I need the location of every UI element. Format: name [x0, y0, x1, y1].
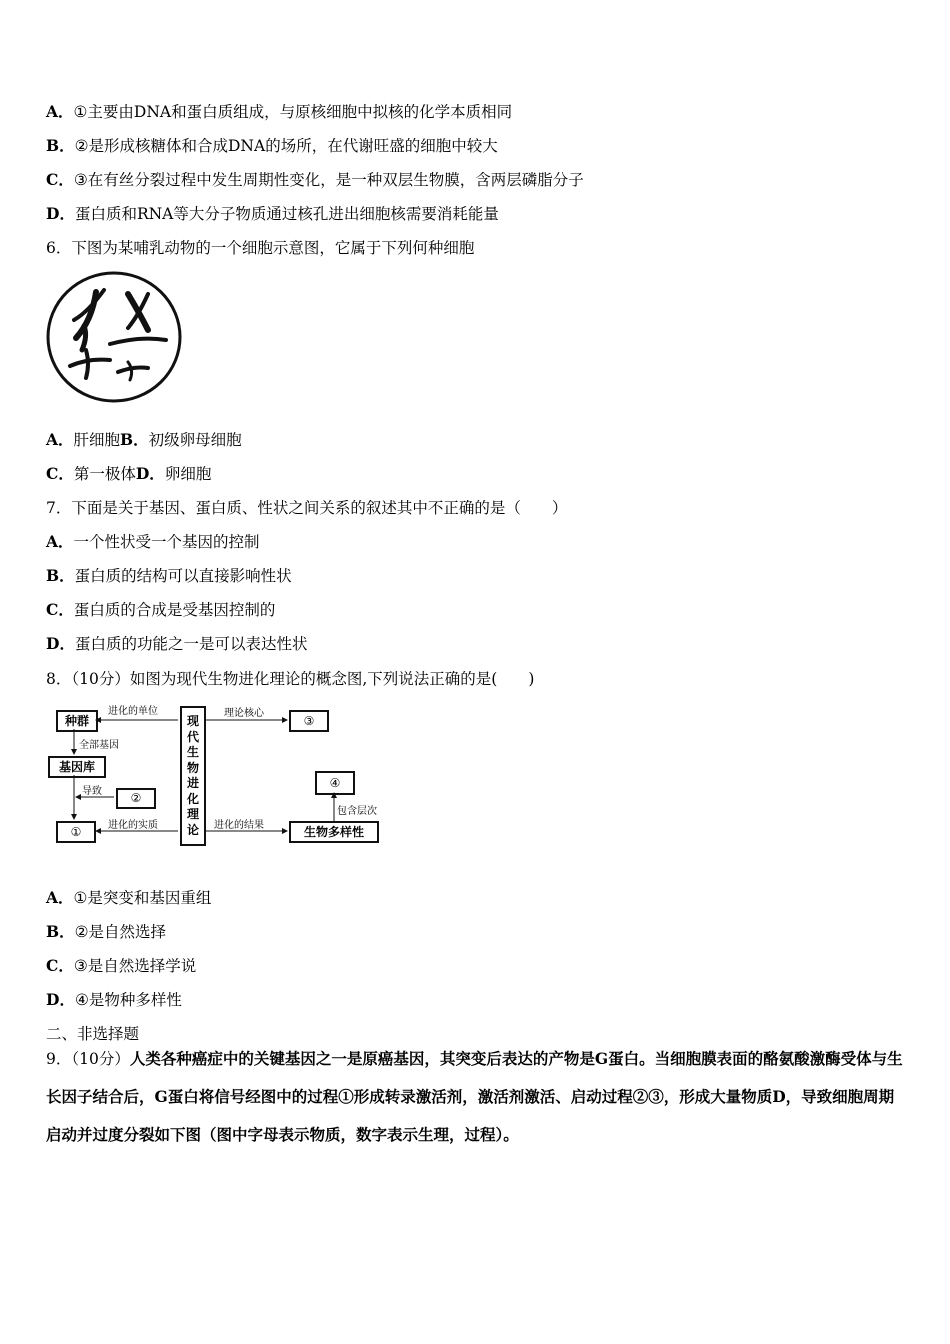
option-letter: C． — [46, 464, 74, 483]
q7-option-c — [46, 600, 275, 620]
label-evolution-result: 进化的结果 — [214, 820, 264, 831]
option-letter: B． — [46, 922, 75, 941]
q7-option-b — [46, 566, 292, 586]
question-text: 人类各种癌症中的关键基因之一是原癌基因，其突变后表达的产物是G蛋白。当细胞膜表面的酪氨酸激酶受体与生长因子结合后，G蛋白将信号经图中的过程①形成转录激活剂，激活剂激活、启动过程②③，形成大量物质D，导致细胞周期启动并过度分裂如下图（图中字母表示物质，数字表示生理，过程）。 — [46, 1049, 903, 1144]
cell-diagram — [44, 270, 186, 406]
chromosome-small-1 — [70, 360, 110, 366]
option-letter: D． — [46, 634, 75, 653]
option-text: ①是突变和基因重组 — [73, 889, 212, 907]
option-text: 初级卵母细胞 — [148, 431, 242, 449]
option-letter: B． — [120, 430, 149, 449]
section-title: 二、非选择题 — [46, 1025, 140, 1043]
box-population: 种群 — [56, 710, 98, 732]
option-text: ③在有丝分裂过程中发生周期性变化，是一种双层生物膜，含两层磷脂分子 — [73, 171, 584, 189]
evolution-concept-map — [44, 700, 389, 848]
option-letter: C． — [46, 600, 74, 619]
q8-option-d — [46, 990, 182, 1010]
box-gene-pool: 基因库 — [48, 756, 106, 778]
option-letter: A． — [46, 532, 74, 551]
center-char: 理 — [186, 807, 199, 821]
option-text: 蛋白质和RNA等大分子物质通过核孔进出细胞核需要消耗能量 — [74, 205, 499, 223]
option-letter: D． — [46, 204, 75, 223]
label-theory-core: 理论核心 — [224, 708, 264, 719]
option-text: 蛋白质的功能之一是可以表达性状 — [74, 635, 308, 653]
box-biodiversity: 生物多样性 — [289, 821, 379, 843]
question-number: 8．（10分） — [46, 670, 130, 688]
option-text: 肝细胞 — [73, 431, 121, 449]
option-text: ①主要由DNA和蛋白质组成，与原核细胞中拟核的化学本质相同 — [73, 103, 513, 121]
q5-option-d — [46, 204, 499, 224]
box-4: ④ — [315, 771, 355, 795]
option-letter: B． — [46, 136, 75, 155]
box-1: ① — [56, 821, 96, 843]
box-modern-evolution-theory — [180, 706, 206, 846]
center-char: 进 — [186, 776, 199, 790]
q8-option-a — [46, 888, 211, 908]
option-letter: B． — [46, 566, 75, 585]
q6-options-line1 — [46, 430, 242, 450]
q8-option-c — [46, 956, 196, 976]
option-letter: C． — [46, 956, 74, 975]
chromosome-small-2b — [128, 362, 132, 380]
q6-stem: 6．下图为某哺乳动物的一个细胞示意图，它属于下列何种细胞 — [46, 239, 475, 257]
cell-membrane — [48, 273, 180, 401]
label-all-genes: 全部基因 — [79, 740, 119, 751]
box-3: ③ — [289, 710, 329, 732]
option-letter: A． — [46, 102, 74, 121]
center-char: 代 — [186, 729, 199, 744]
option-letter: A． — [46, 430, 74, 449]
option-text: ②是形成核糖体和合成DNA的场所，在代谢旺盛的细胞中较大 — [74, 137, 498, 155]
center-char: 生 — [186, 745, 199, 759]
label-included-levels: 包含层次 — [337, 806, 377, 817]
q7-option-d — [46, 634, 307, 654]
q6-options-line2 — [46, 464, 211, 484]
center-char: 现 — [186, 714, 199, 728]
q9-paragraph — [46, 1040, 904, 1154]
option-text: 蛋白质的结构可以直接影响性状 — [74, 567, 292, 585]
q5-option-a — [46, 102, 512, 122]
option-text: 一个性状受一个基因的控制 — [73, 533, 260, 551]
q8-option-b — [46, 922, 166, 942]
label-cause: 导致 — [82, 786, 102, 797]
option-letter: A． — [46, 888, 74, 907]
question-text: 如图为现代生物进化理论的概念图,下列说法正确的是( ) — [129, 670, 535, 688]
option-text: ③是自然选择学说 — [73, 957, 197, 975]
q5-option-c — [46, 170, 584, 190]
option-letter: C． — [46, 170, 74, 189]
question-number: 9．（10分） — [46, 1050, 130, 1068]
label-evolution-essence: 进化的实质 — [108, 820, 158, 831]
q5-option-b — [46, 136, 498, 156]
box-2: ② — [116, 788, 156, 809]
center-char: 物 — [186, 760, 199, 775]
option-letter: D． — [46, 990, 75, 1009]
chromosome-small-1b — [86, 350, 88, 378]
center-char: 化 — [186, 791, 199, 806]
option-text: 蛋白质的合成是受基因控制的 — [73, 601, 276, 619]
option-letter: D． — [135, 464, 165, 483]
option-text: ④是物种多样性 — [74, 991, 182, 1009]
chromosome-large-1c — [82, 326, 86, 350]
q7-option-a — [46, 532, 260, 552]
option-text: 卵细胞 — [164, 465, 212, 483]
q7-stem: 7．下面是关于基因、蛋白质、性状之间关系的叙述其中不正确的是（ ） — [46, 499, 568, 517]
option-text: 第一极体 — [73, 465, 136, 483]
option-text: ②是自然选择 — [74, 923, 167, 941]
center-char: 论 — [186, 822, 199, 837]
q8-stem — [46, 669, 534, 689]
chromosome-mid — [110, 339, 166, 344]
label-evolution-unit: 进化的单位 — [108, 706, 158, 717]
